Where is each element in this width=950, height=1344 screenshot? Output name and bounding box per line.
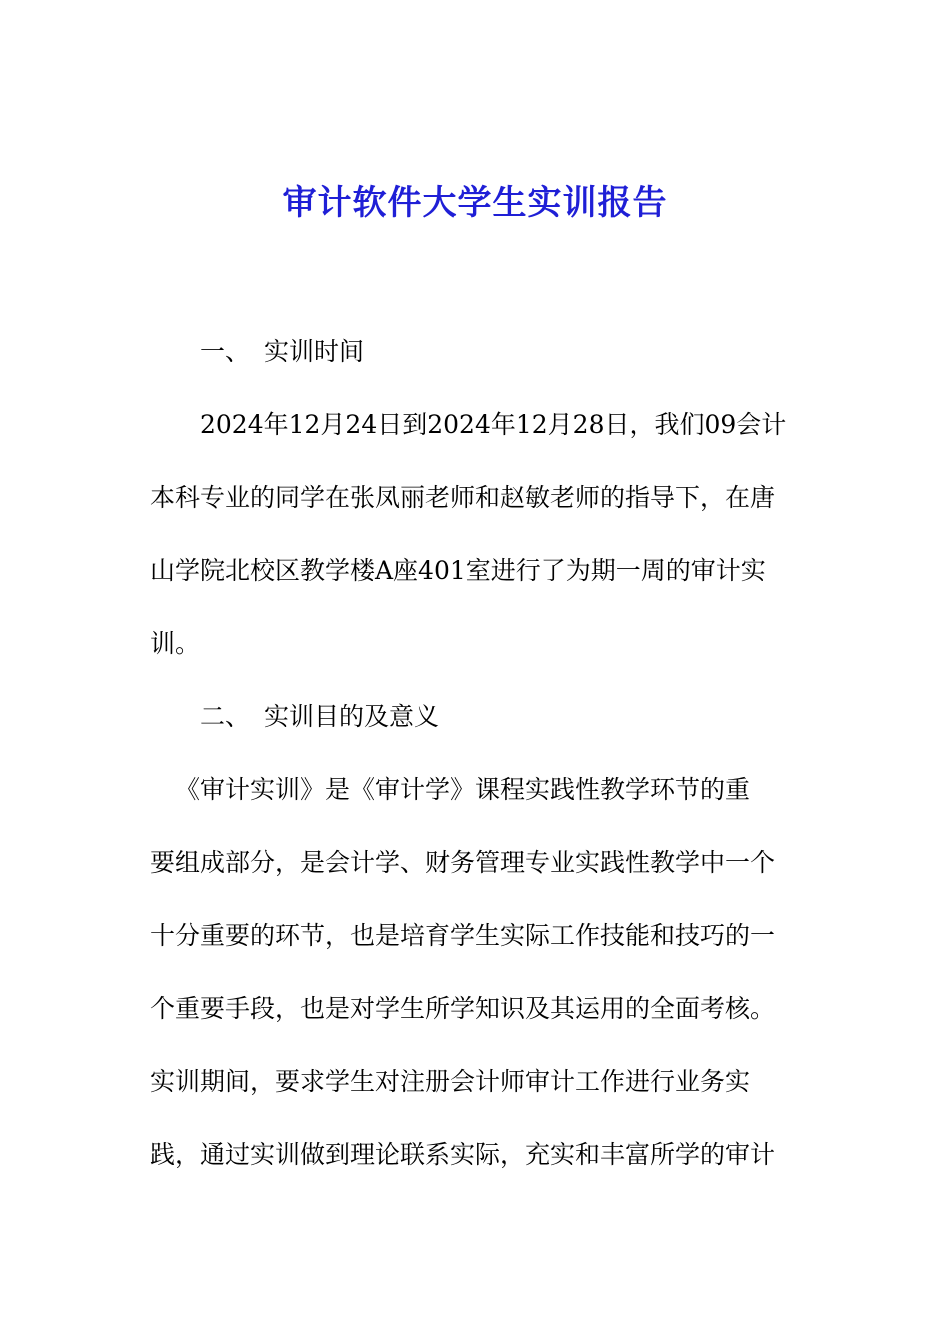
paragraph-line: 2024年12月24日到2024年12月28日，我们09会计 xyxy=(200,410,787,439)
section-number-1: 一、 xyxy=(200,337,251,366)
section-heading-2 xyxy=(200,697,860,737)
section-heading-text-2: 实训目的及意义 xyxy=(264,702,440,731)
paragraph-line: 山学院北校区教学楼A座401室进行了为期一周的审计实 xyxy=(150,556,766,585)
section-number-2: 二、 xyxy=(200,702,251,731)
paragraph-line: 本科专业的同学在张凤丽老师和赵敏老师的指导下，在唐 xyxy=(150,483,776,512)
paragraph-line: 《审计实训》是《审计学》课程实践性教学环节的重 xyxy=(175,775,751,804)
paragraph-line: 实训期间，要求学生对注册会计师审计工作进行业务实 xyxy=(150,1067,751,1096)
paragraph-line: 训。 xyxy=(150,629,201,658)
section-heading-1 xyxy=(200,332,860,372)
paragraph-line: 十分重要的环节，也是培育学生实际工作技能和技巧的一 xyxy=(150,921,776,950)
document-title: 审计软件大学生实训报告 xyxy=(282,183,668,223)
paragraph-line: 践，通过实训做到理论联系实际，充实和丰富所学的审计 xyxy=(150,1140,776,1169)
paragraph-line: 要组成部分，是会计学、财务管理专业实践性教学中一个 xyxy=(150,848,776,877)
section-heading-text-1: 实训时间 xyxy=(264,337,365,366)
paragraph-line: 个重要手段，也是对学生所学知识及其运用的全面考核。 xyxy=(150,994,776,1023)
